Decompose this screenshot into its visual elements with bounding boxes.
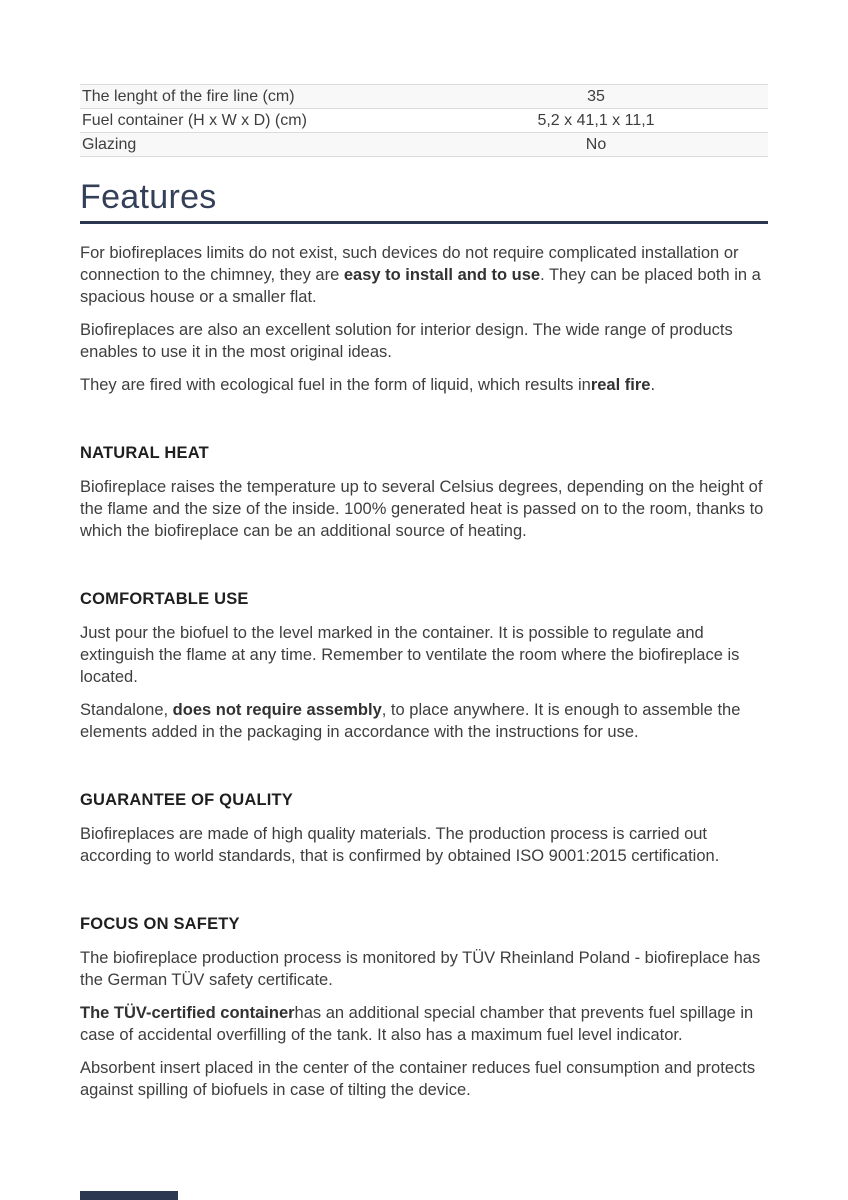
text-run: Biofireplace raises the temperature up to several Celsius degrees, depending on the height of the flame and the size of the inside. 100% generated heat is passed on to the room, thanks to which the biofireplace can be an additional source of heating. <box>80 478 764 540</box>
spec-row <box>80 109 768 133</box>
features-intro <box>80 242 768 396</box>
bold-text-run: does not require assembly <box>172 701 382 719</box>
spec-value: No <box>424 133 768 157</box>
text-run: Absorbent insert placed in the center of the container reduces fuel consumption and protects against spilling of biofuels in case of tilting the device. <box>80 1059 756 1099</box>
paragraph <box>80 699 768 743</box>
features-heading: Features <box>80 178 217 216</box>
bold-text-run: real fire <box>590 376 651 394</box>
text-run: Standalone, <box>80 701 173 719</box>
spec-value: 5,2 x 41,1 x 11,1 <box>424 109 768 133</box>
spec-label: The lenght of the fire line (cm) <box>80 85 424 109</box>
section-heading: COMFORTABLE USE <box>80 590 249 608</box>
page-content <box>80 84 768 1101</box>
paragraph <box>80 1002 768 1046</box>
spec-value: 35 <box>424 85 768 109</box>
text-run: They are fired with ecological fuel in the form of liquid, which results in <box>80 376 591 394</box>
paragraph <box>80 1057 768 1101</box>
text-run: For biofireplaces limits do not exist, such devices do not require complicated installation or connection to the chimney, they are <box>80 244 739 284</box>
text-run: , to place anywhere. It is enough to assemble the elements added in the packaging in accordance with the instructions for use. <box>80 701 741 741</box>
section-heading: FOCUS ON SAFETY <box>80 915 240 933</box>
text-run: The biofireplace production process is monitored by TÜV Rheinland Poland - biofireplace has the German TÜV safety certificate. <box>80 949 761 989</box>
text-run: Just pour the biofuel to the level marked in the container. It is possible to regulate and extinguish the flame at any time. Remember to ventilate the room where the biofireplace is located. <box>80 624 740 686</box>
text-run: Biofireplaces are also an excellent solution for interior design. The wide range of products enables to use it in the most original ideas. <box>80 321 733 361</box>
spec-label: Fuel container (H x W x D) (cm) <box>80 109 424 133</box>
text-run: has an additional special chamber that prevents fuel spillage in case of accidental overfilling of the tank. It also has a maximum fuel level indicator. <box>80 1004 754 1044</box>
features-heading-rule <box>80 221 768 224</box>
spec-label: Glazing <box>80 133 424 157</box>
text-run: . They can be placed both in a spacious house or a smaller flat. <box>80 266 761 306</box>
paragraph <box>80 622 768 688</box>
spec-row <box>80 85 768 109</box>
partial-next-section-rule <box>80 1191 178 1200</box>
paragraph <box>80 476 768 542</box>
section-heading: GUARANTEE OF QUALITY <box>80 791 293 809</box>
text-run: . <box>650 376 656 394</box>
spec-table <box>80 84 768 157</box>
spec-row <box>80 133 768 157</box>
paragraph <box>80 947 768 991</box>
paragraph <box>80 319 768 363</box>
text-run: Biofireplaces are made of high quality materials. The production process is carried out according to world standards, that is confirmed by obtained ISO 9001:2015 certification. <box>80 825 720 865</box>
paragraph <box>80 823 768 867</box>
features-sections <box>80 442 768 1101</box>
paragraph <box>80 374 768 396</box>
section-heading: NATURAL HEAT <box>80 444 209 462</box>
bold-text-run: The TÜV-certified container <box>80 1004 295 1022</box>
bold-text-run: easy to install and to use <box>343 266 541 284</box>
paragraph <box>80 242 768 308</box>
spec-table-body <box>80 85 768 157</box>
